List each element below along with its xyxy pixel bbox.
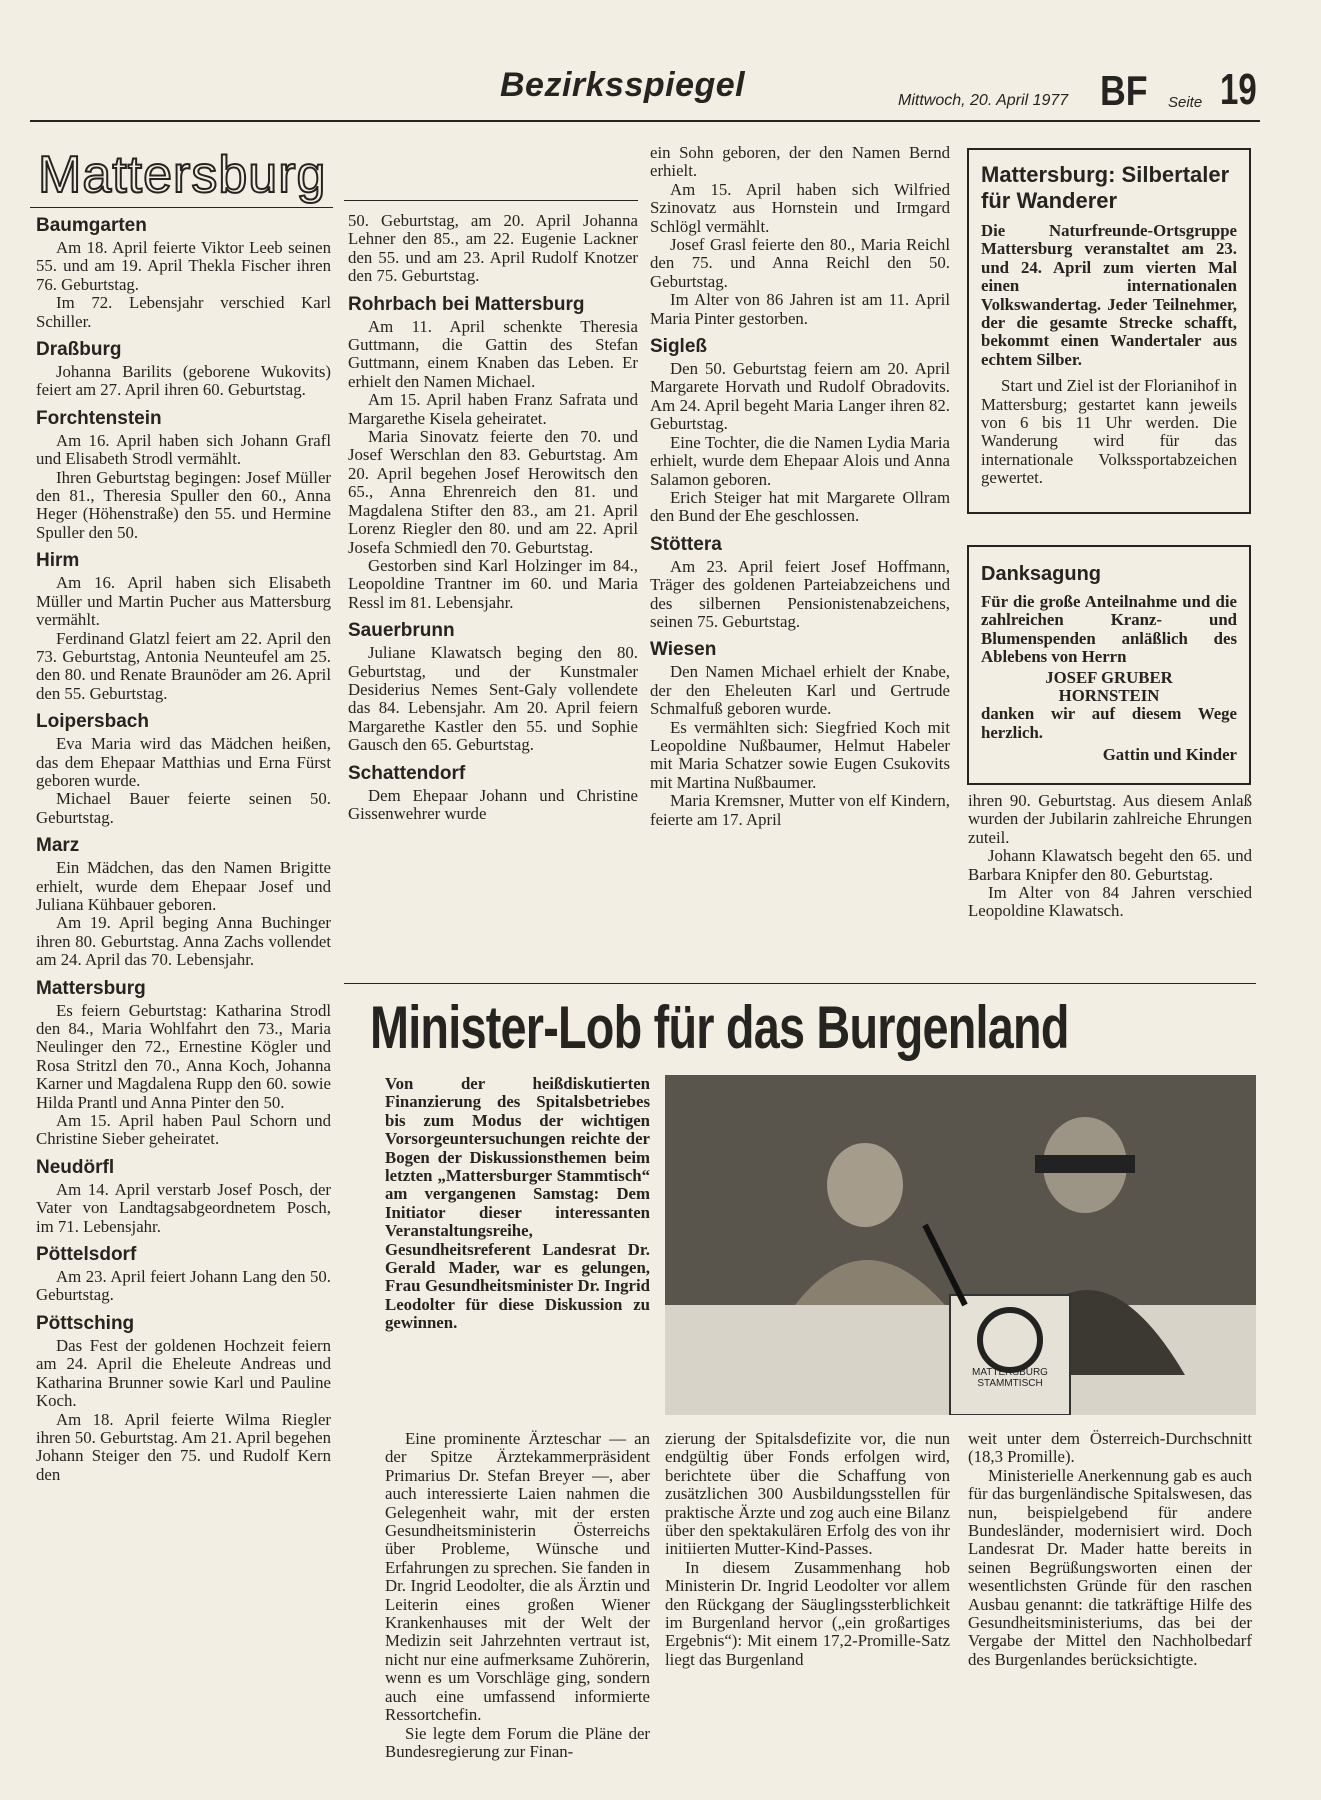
section-heading: Neudörfl [36,1156,115,1178]
danksagung-name: JOSEF GRUBER [1045,667,1173,687]
paragraph: Josef Grasl feierte den 80., Maria Reichl den 75. und Anna Reichl den 50. Geburtstag. [650,235,950,291]
danksagung-signature: Gattin und Kinder [1102,745,1237,765]
paragraph: Ein Mädchen, das den Namen Brigitte erhielt, wurde dem Ehepaar Josef und Juliana Kühbauer geboren. [36,858,331,914]
paragraph: Am 11. April schenkte Theresia Guttmann, die Gattin des Stefan Guttmann, einem Knaben das Leben. Er erhielt den Namen Michael. [348,316,638,391]
paragraph: Am 23. April feiert Johann Lang den 50. Geburtstag. [36,1267,331,1305]
column-4-continuation [968,792,1252,921]
danksagung-thanks: danken wir auf diesem Wege herzlich. [981,704,1237,742]
paragraph: ein Sohn geboren, der den Namen Bernd erhielt. [650,143,950,181]
paragraph: ihren 90. Geburtstag. Aus diesem Anlaß wurden der Jubilarin zahlreiche Ehrungen zuteil. [968,791,1252,847]
section-heading: Pöttsching [36,1312,135,1334]
stammtisch-photo [665,1075,1256,1415]
paragraph: Es feiern Geburtstag: Katharina Strodl den 84., Maria Wohlfahrt den 73., Maria Neulinger den 72., Ernestine Kögler und Rosa Stritzl den 70., Anna Koch, Johanna Karner und Magdalena Rupp den 60. sowie Hilda Prantl und Anna Pinter den 50. [36,1000,331,1112]
paragraph: Sie legte dem Forum die Pläne der Bundesregierung zur Finan- [385,1723,650,1761]
issue-date: Mittwoch, 20. April 1977 [898,92,1069,109]
paragraph: Gestorben sind Karl Holzinger im 84., Leopoldine Trantner im 60. und Maria Ressl im 81. Lebensjahr. [348,555,638,612]
section-heading: Stöttera [650,533,722,555]
paragraph: In diesem Zusammenhang hob Ministerin Dr. Ingrid Leodolter vor allem den Rückgang der Säuglingssterblichkeit im Burgenland hervor („ein großartiges Ergebnis“): Mit einem 17,2-Promille-Satz liegt das Burgenland [665,1557,950,1669]
paragraph: 50. Geburtstag, am 20. April Johanna Lehner den 85., am 22. Eugenie Lackner den 55. und am 23. April Rudolf Knotzer den 75. Geburtstag. [348,211,638,286]
mattersburg-column [36,215,331,1484]
paragraph: Am 15. April haben Franz Safrata und Margarethe Kisela geheiratet. [348,390,638,428]
section-heading: Rohrbach bei Mattersburg [348,293,585,315]
paragraph: Am 18. April feierte Wilma Riegler ihren 50. Geburtstag. Am 21. April begehen Johann Steiger den 75. und Rudolf Kern den [36,1409,331,1484]
paragraph: Am 18. April feierte Viktor Leeb seinen 55. und am 19. April Thekla Fischer ihren 76. Geburtstag. [36,238,331,294]
banner-line-2: STAMMTISCH [977,1378,1043,1389]
paragraph: Maria Kremsner, Mutter von elf Kindern, feierte am 17. April [650,791,950,829]
paragraph: Im Alter von 86 Jahren ist am 11. April Maria Pinter gestorben. [650,290,950,328]
section-heading: Pöttelsdorf [36,1244,137,1266]
section-heading: Schattendorf [348,762,466,784]
paragraph: Am 16. April haben sich Johann Grafl und Elisabeth Strodl vermählt. [36,430,331,469]
paragraph: Den Namen Michael erhielt der Knabe, der den Eheleuten Karl und Gertrude Schmalfuß geboren wurde. [650,662,950,719]
section-heading: Loipersbach [36,711,149,733]
danksagung-box [967,545,1251,785]
article-column-2 [665,1430,950,1669]
paragraph: Johann Klawatsch begeht den 65. und Barbara Knipfer den 80. Geburtstag. [968,846,1252,884]
silbertaler-title: Mattersburg: Silbertaler für Wanderer [981,162,1230,213]
paragraph: Es vermählten sich: Siegfried Koch mit Leopoldine Nußbaumer, Helmut Habeler mit Maria Schatzer sowie Eugen Csukovits mit Martina Nußbaumer. [650,717,950,792]
paragraph: Ihren Geburtstag begingen: Josef Müller den 81., Theresia Spuller den 60., Anna Heger (Höhenstraße) den 55. und Hermine Spuller den 50. [36,467,331,542]
paragraph: zierung der Spitalsdefizite vor, die nun endgültig über Fonds erfolgen wird, berichtete über die Schaffung von zusätzlichen 300 Ausbildungsstellen für praktische Ärzte und zog auch eine Bilanz über den spektakulären Erfolg des von ihr initiierten Mutter-Kind-Passes. [665,1429,950,1559]
page-number: 19 [1220,65,1257,114]
article-column-1 [385,1430,650,1761]
banner-line-1: MATTERSBURG [972,1367,1048,1378]
paragraph: Ferdinand Glatzl feiert am 22. April den 73. Geburtstag, Antonia Neunteufel am 25. den 80. und Renate Braunöder am 26. April den 55. Geburtstag. [36,628,331,703]
column-2 [348,212,638,823]
column2-top-rule [344,200,638,201]
stammtisch-banner-text [955,1367,1065,1389]
section-heading: Mattersburg [36,977,146,999]
section-heading: Wiesen [650,639,717,661]
paragraph: Den 50. Geburtstag feiern am 20. April Margarete Horvath und Rudolf Obradovits. Am 24. April begeht Maria Langer ihren 82. Geburtstag. [650,359,950,434]
article-frame [344,983,1256,985]
section-title: Bezirksspiegel [500,66,746,104]
section-heading: Forchtenstein [36,407,162,429]
paragraph: Im Alter von 84 Jahren verschied Leopoldine Klawatsch. [968,883,1252,921]
paragraph: Ministerielle Anerkennung gab es auch für das burgenländische Spitalswesen, das nun, beispielgebend für andere Bundesländer, modernisiert wird. Doch Landesrat Dr. Mader hatte bereits in seinen Begrüßungsworten einen der wesentlichsten Gründe für den raschen Ausbau genannt: die tatkräftige Hilfe des Gesundheitsministeriums, das bei der Vergabe der Mittel den Nachholbedarf des Burgenlandes berücksichtigte. [968,1465,1252,1669]
paragraph: Dem Ehepaar Johann und Christine Gissenwehrer wurde [348,785,638,823]
article-column-3 [968,1430,1252,1669]
paragraph: Erich Steiger hat mit Margarete Ollram den Bund der Ehe geschlossen. [650,487,950,526]
paragraph: Juliane Klawatsch beging den 80. Geburtstag, und der Kunstmaler Desiderius Nemes Sent-Galy vollendete das 84. Lebensjahr. Am 20. April feiern Margarethe Kastler den 55. und Sophie Gausch den 65. Geburtstag. [348,643,638,755]
paragraph: Am 23. April feiert Josef Hoffmann, Träger des goldenen Parteiabzeichens und des silbernen Pensionistenabzeichens, seinen 75. Geburtstag. [650,556,950,631]
section-heading: Hirm [36,550,80,572]
silbertaler-box [967,148,1251,514]
paragraph: Das Fest der goldenen Hochzeit feiern am 24. April die Eheleute Andreas und Katharina Brunner sowie Karl und Pauline Koch. [36,1335,331,1411]
masthead-rule [30,207,333,208]
silbertaler-lead: Die Naturfreunde-Ortsgruppe Mattersburg veranstaltet am 23. und 24. April zum vierten Mal einen internationalen Volkswandertag. Jeder Teilnehmer, der die gesamte Strecke schafft, bekommt einen Wandertaler aus echtem Silber. [981,221,1237,369]
paragraph: weit unter dem Österreich-Durchschnitt (18,3 Promille). [968,1429,1252,1467]
paragraph: Am 16. April haben sich Elisabeth Müller und Martin Pucher aus Mattersburg vermählt. [36,573,331,630]
danksagung-text: Für die große Anteilnahme und die zahlreichen Kranz- und Blumenspenden anläßlich des Ablebens von Herrn [981,592,1237,667]
column-3 [650,144,950,829]
paragraph: Maria Sinovatz feierte den 70. und Josef Werschlan den 83. Geburtstag. Am 20. April begehen Josef Herowitsch den 65., Anna Ehrenreich den 81. und Magdalena Stifter den 83., am 21. April Lorenz Riegler den 80. und am 22. April Josefa Schmiedl den 70. Geburtstag. [348,427,638,557]
article-headline: Minister-Lob für das Burgenland [370,994,1069,1061]
newspaper-logo: BF [1100,67,1148,114]
paragraph: Am 15. April haben sich Wilfried Szinovatz aus Hornstein und Irmgard Schlögl vermählt. [650,179,950,236]
danksagung-title: Danksagung [981,563,1102,585]
danksagung-place: HORNSTEIN [1058,686,1160,706]
mattersburg-masthead: Mattersburg [38,146,327,204]
header-rule [30,120,1260,122]
section-heading: Baumgarten [36,215,147,236]
section-heading: Marz [36,835,80,857]
paragraph: Im 72. Lebensjahr verschied Karl Schiller. [36,293,331,331]
silbertaler-body: Start und Ziel ist der Florianihof in Mattersburg; gestartet kann jeweils von 6 bis 11 Uhr werden. Die Wanderung wird für das internationale Volkssportabzeichen gewertet. [981,376,1237,488]
section-heading: Sauerbrunn [348,620,455,642]
paragraph: Am 19. April beging Anna Buchinger ihren 80. Geburtstag. Anna Zachs vollendet am 24. April das 70. Lebensjahr. [36,913,331,970]
paragraph: Am 15. April haben Paul Schorn und Christine Sieber geheiratet. [36,1111,331,1149]
paragraph: Eva Maria wird das Mädchen heißen, das dem Ehepaar Matthias und Erna Fürst geboren wurde. [36,734,331,790]
section-heading: Draßburg [36,339,122,361]
photo-illustration [665,1075,1256,1415]
paragraph: Am 14. April verstarb Josef Posch, der Vater von Landtagsabgeordnetem Posch, im 71. Lebensjahr. [36,1179,331,1236]
paragraph: Eine prominente Ärzteschar — an der Spitze Ärztekammerpräsident Primarius Dr. Stefan Breyer —, aber auch interessierte Laien nahmen die Gelegenheit wahr, mit der ersten Gesundheitsministerin Österreichs über Probleme, Wünsche und Erfahrungen zu sprechen. Sie fanden in Dr. Ingrid Leodolter, die als Ärztin und Leiterin eines großen Wiener Krankenhauses mit der Welt der Medizin seit Jahrzehnten vertraut ist, nicht nur eine aufmerksame Zuhörerin, wenn es um Vorschläge ging, sondern auch eine umfassend informierte Ressortchefin. [385,1429,650,1725]
paragraph: Johanna Barilits (geborene Wukovits) feiert am 27. April ihren 60. Geburtstag. [36,362,331,400]
article-lead: Von der heißdiskutierten Finanzierung des Spitalsbetriebes bis zum Modus der wichtigen Vorsorgeuntersuchungen reichte der Bogen der Diskussionsthemen beim letzten „Mattersburger Stammtisch“ am vergangenen Samstag: Dem Initiator dieser interessanten Veranstaltungsreihe, Gesundheitsreferent Landesrat Dr. Gerald Mader, war es gelungen, Frau Gesundheitsminister Dr. Ingrid Leodolter für diese Diskussion zu gewinnen. [385,1074,650,1333]
page-label: Seite [1168,94,1203,111]
paragraph: Eine Tochter, die die Namen Lydia Maria erhielt, wurde dem Ehepaar Alois und Anna Salamon geboren. [650,432,950,489]
paragraph: Michael Bauer feierte seinen 50. Geburtstag. [36,789,331,827]
section-heading: Sigleß [650,336,708,358]
